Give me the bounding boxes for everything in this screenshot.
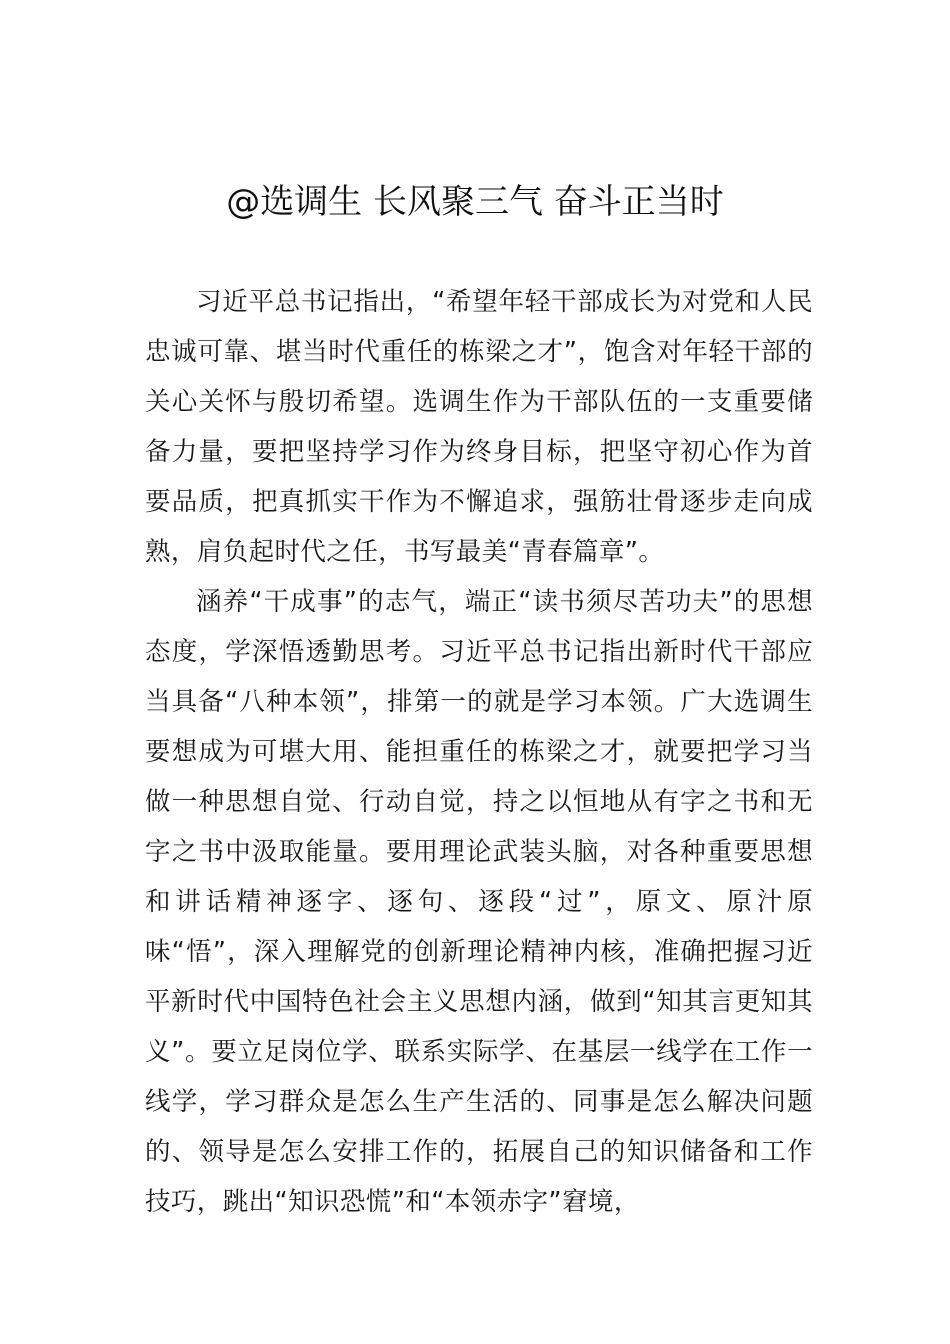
document-title: @选调生 长风聚三气 奋斗正当时 xyxy=(226,182,724,222)
paragraph-1: 习近平总书记指出，“希望年轻干部成长为对党和人民忠诚可靠、堪当时代重任的栋梁之才”，饱含对年轻干部的关心关怀与殷切希望。选调生作为干部队伍的一支重要储备力量，要把坚持学习作为终身目标，把坚守初心作为首要品质，把真抓实干作为不懈追求，强筋壮骨逐步走向成熟，肩负起时代之任，书写最美“青春篇章”。 xyxy=(145,287,813,567)
document-body xyxy=(145,277,813,1227)
paragraph-2: 涵养“干成事”的志气，端正“读书须尽苦功夫”的思想态度，学深悟透勤思考。习近平总书记指出新时代干部应当具备“八种本领”，排第一的就是学习本领。广大选调生要想成为可堪大用、能担重任的栋梁之才，就要把学习当做一种思想自觉、行动自觉，持之以恒地从有字之书和无字之书中汲取能量。要用理论武装头脑，对各种重要思想和讲话精神逐字、逐句、逐段“过”，原文、原汁原味“悟”，深入理解党的创新理论精神内核，准确把握习近平新时代中国特色社会主义思想内涵，做到“知其言更知其义”。要立足岗位学、联系实际学、在基层一线学在工作一线学，学习群众是怎么生产生活的、同事是怎么解决问题的、领导是怎么安排工作的，拓展自己的知识储备和工作技巧，跳出“知识恐慌”和“本领赤字”窘境， xyxy=(145,587,813,1217)
